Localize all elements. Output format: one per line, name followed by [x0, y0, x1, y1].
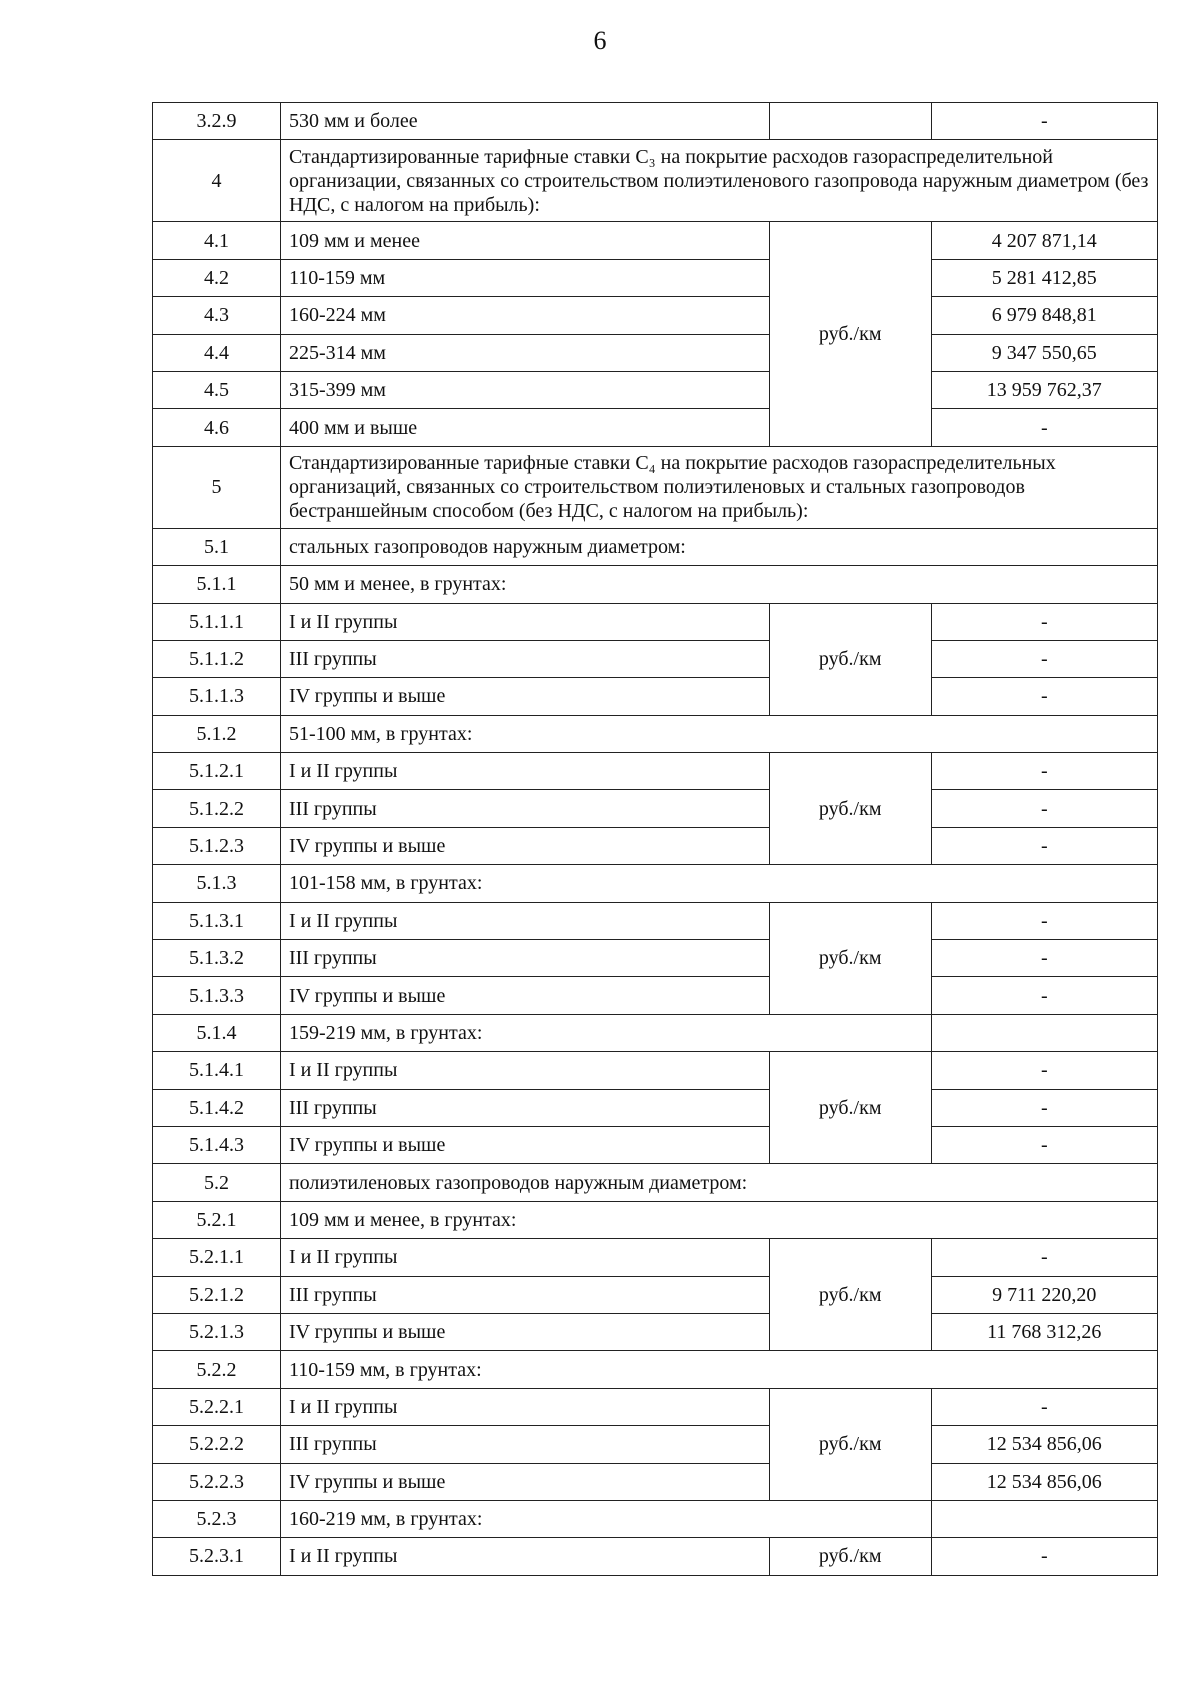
subsection-heading: полиэтиленовых газопроводов наружным диаметром: — [280, 1164, 1157, 1201]
row-description: 109 мм и менее — [280, 222, 769, 259]
row-value: - — [931, 678, 1157, 715]
row-number: 5.2.2 — [153, 1351, 281, 1388]
row-description: I и II группы — [280, 603, 769, 640]
row-value: 5 281 412,85 — [931, 259, 1157, 296]
row-unit: руб./км — [769, 1388, 931, 1500]
row-number: 5.1.1.1 — [153, 603, 281, 640]
table-row — [153, 977, 1158, 1014]
row-value: 9 711 220,20 — [931, 1276, 1157, 1313]
row-description: I и II группы — [280, 1388, 769, 1425]
row-number: 5.1.3.1 — [153, 902, 281, 939]
row-description: 315-399 мм — [280, 371, 769, 408]
table-row — [153, 297, 1158, 334]
row-number: 5.1.2 — [153, 715, 281, 752]
table-row — [153, 1351, 1158, 1388]
row-value: - — [931, 1388, 1157, 1425]
table-row — [153, 1164, 1158, 1201]
row-number: 4 — [153, 140, 281, 222]
table-row — [153, 371, 1158, 408]
row-value — [931, 1014, 1157, 1051]
row-value: - — [931, 1052, 1157, 1089]
row-number: 3.2.9 — [153, 103, 281, 140]
row-description: III группы — [280, 1276, 769, 1313]
page-number: 6 — [593, 26, 607, 55]
row-description: 110-159 мм — [280, 259, 769, 296]
row-number: 5.1.4.1 — [153, 1052, 281, 1089]
row-value: 4 207 871,14 — [931, 222, 1157, 259]
subsection-heading: 101-158 мм, в грунтах: — [280, 865, 1157, 902]
row-number: 5.1.4 — [153, 1014, 281, 1051]
section-heading: Стандартизированные тарифные ставки С₄ на покрытие расходов газораспределительных организаций, связанных со строительством полиэтиленовых и стальных газопроводов бестраншейным способом (без НДС, с налогом на прибыль): — [280, 446, 1157, 528]
row-number: 5.1.3.3 — [153, 977, 281, 1014]
table-row — [153, 1052, 1158, 1089]
row-value: 6 979 848,81 — [931, 297, 1157, 334]
row-unit: руб./км — [769, 1052, 931, 1164]
row-description: I и II группы — [280, 753, 769, 790]
row-number: 5.1.3.2 — [153, 940, 281, 977]
row-number: 5.1.2.2 — [153, 790, 281, 827]
row-value — [931, 1500, 1157, 1537]
row-description: IV группы и выше — [280, 1313, 769, 1350]
row-value: - — [931, 977, 1157, 1014]
row-number: 5.1.2.3 — [153, 827, 281, 864]
section-heading: Стандартизированные тарифные ставки С₃ на покрытие расходов газораспределительной организации, связанных со строительством полиэтиленового газопровода наружным диаметром (без НДС, с налогом на прибыль): — [280, 140, 1157, 222]
row-number: 5.2.1 — [153, 1201, 281, 1238]
table-row — [153, 222, 1158, 259]
table-row — [153, 715, 1158, 752]
tariff-table — [152, 102, 1158, 1576]
row-value: - — [931, 409, 1157, 446]
table-row — [153, 678, 1158, 715]
row-description: 400 мм и выше — [280, 409, 769, 446]
row-number: 5.2 — [153, 1164, 281, 1201]
table-row — [153, 103, 1158, 140]
table-row — [153, 1014, 1158, 1051]
table-row — [153, 1538, 1158, 1575]
row-number: 5.1.2.1 — [153, 753, 281, 790]
row-number: 5.2.1.2 — [153, 1276, 281, 1313]
row-number: 5.1.4.3 — [153, 1126, 281, 1163]
table-row — [153, 1426, 1158, 1463]
row-description: I и II группы — [280, 1239, 769, 1276]
table-row — [153, 1313, 1158, 1350]
row-number: 4.6 — [153, 409, 281, 446]
table-row — [153, 603, 1158, 640]
row-unit — [769, 103, 931, 140]
table-row — [153, 566, 1158, 603]
row-value: - — [931, 790, 1157, 827]
row-number: 4.2 — [153, 259, 281, 296]
row-number: 5.1 — [153, 528, 281, 565]
table-row — [153, 902, 1158, 939]
row-number: 5.1.4.2 — [153, 1089, 281, 1126]
table-row — [153, 1089, 1158, 1126]
row-number: 5.2.1.3 — [153, 1313, 281, 1350]
row-description: III группы — [280, 790, 769, 827]
table-row — [153, 1126, 1158, 1163]
row-number: 5.1.1.2 — [153, 640, 281, 677]
table-row — [153, 640, 1158, 677]
row-number: 5.1.3 — [153, 865, 281, 902]
row-description: III группы — [280, 940, 769, 977]
row-number: 5.1.1 — [153, 566, 281, 603]
table-row — [153, 1201, 1158, 1238]
row-value: 12 534 856,06 — [931, 1463, 1157, 1500]
subsection-heading: 159-219 мм, в грунтах: — [280, 1014, 931, 1051]
row-number: 4.4 — [153, 334, 281, 371]
table-row — [153, 940, 1158, 977]
table-row — [153, 827, 1158, 864]
row-value: 13 959 762,37 — [931, 371, 1157, 408]
row-value: 12 534 856,06 — [931, 1426, 1157, 1463]
subsection-heading: 50 мм и менее, в грунтах: — [280, 566, 1157, 603]
row-value: - — [931, 753, 1157, 790]
row-description: III группы — [280, 1426, 769, 1463]
row-number: 5.2.2.1 — [153, 1388, 281, 1425]
subsection-heading: 109 мм и менее, в грунтах: — [280, 1201, 1157, 1238]
row-number: 5 — [153, 446, 281, 528]
table-row — [153, 409, 1158, 446]
row-description: III группы — [280, 1089, 769, 1126]
row-number: 5.2.3.1 — [153, 1538, 281, 1575]
row-description: I и II группы — [280, 1052, 769, 1089]
subsection-heading: 51-100 мм, в грунтах: — [280, 715, 1157, 752]
row-value: 9 347 550,65 — [931, 334, 1157, 371]
row-value: 11 768 312,26 — [931, 1313, 1157, 1350]
row-value: - — [931, 603, 1157, 640]
row-description: IV группы и выше — [280, 1463, 769, 1500]
row-value: - — [931, 1239, 1157, 1276]
row-description: IV группы и выше — [280, 678, 769, 715]
table-row — [153, 1500, 1158, 1537]
row-description: 225-314 мм — [280, 334, 769, 371]
row-number: 4.5 — [153, 371, 281, 408]
row-description: IV группы и выше — [280, 827, 769, 864]
row-unit: руб./км — [769, 1239, 931, 1351]
table-row — [153, 1388, 1158, 1425]
table-row — [153, 528, 1158, 565]
table-row — [153, 790, 1158, 827]
row-unit: руб./км — [769, 603, 931, 715]
row-number: 5.2.2.2 — [153, 1426, 281, 1463]
table-row — [153, 1463, 1158, 1500]
row-description: I и II группы — [280, 1538, 769, 1575]
row-description: IV группы и выше — [280, 977, 769, 1014]
row-number: 4.3 — [153, 297, 281, 334]
row-description: I и II группы — [280, 902, 769, 939]
subsection-heading: 110-159 мм, в грунтах: — [280, 1351, 1157, 1388]
row-value: - — [931, 1538, 1157, 1575]
row-description: 160-224 мм — [280, 297, 769, 334]
subsection-heading: 160-219 мм, в грунтах: — [280, 1500, 931, 1537]
row-number: 5.2.2.3 — [153, 1463, 281, 1500]
row-value: - — [931, 103, 1157, 140]
row-value: - — [931, 827, 1157, 864]
row-unit: руб./км — [769, 1538, 931, 1575]
row-value: - — [931, 940, 1157, 977]
table-row — [153, 753, 1158, 790]
row-number: 5.2.3 — [153, 1500, 281, 1537]
row-description: IV группы и выше — [280, 1126, 769, 1163]
table-row — [153, 259, 1158, 296]
row-value: - — [931, 902, 1157, 939]
row-description: III группы — [280, 640, 769, 677]
row-number: 4.1 — [153, 222, 281, 259]
row-value: - — [931, 1126, 1157, 1163]
subsection-heading: стальных газопроводов наружным диаметром: — [280, 528, 1157, 565]
row-unit: руб./км — [769, 902, 931, 1014]
row-number: 5.1.1.3 — [153, 678, 281, 715]
row-number: 5.2.1.1 — [153, 1239, 281, 1276]
table-row — [153, 446, 1158, 528]
row-description: 530 мм и более — [280, 103, 769, 140]
table-row — [153, 1239, 1158, 1276]
table-row — [153, 865, 1158, 902]
row-unit: руб./км — [769, 753, 931, 865]
table-row — [153, 140, 1158, 222]
row-value: - — [931, 640, 1157, 677]
table-row — [153, 1276, 1158, 1313]
row-unit: руб./км — [769, 222, 931, 446]
table-row — [153, 334, 1158, 371]
row-value: - — [931, 1089, 1157, 1126]
